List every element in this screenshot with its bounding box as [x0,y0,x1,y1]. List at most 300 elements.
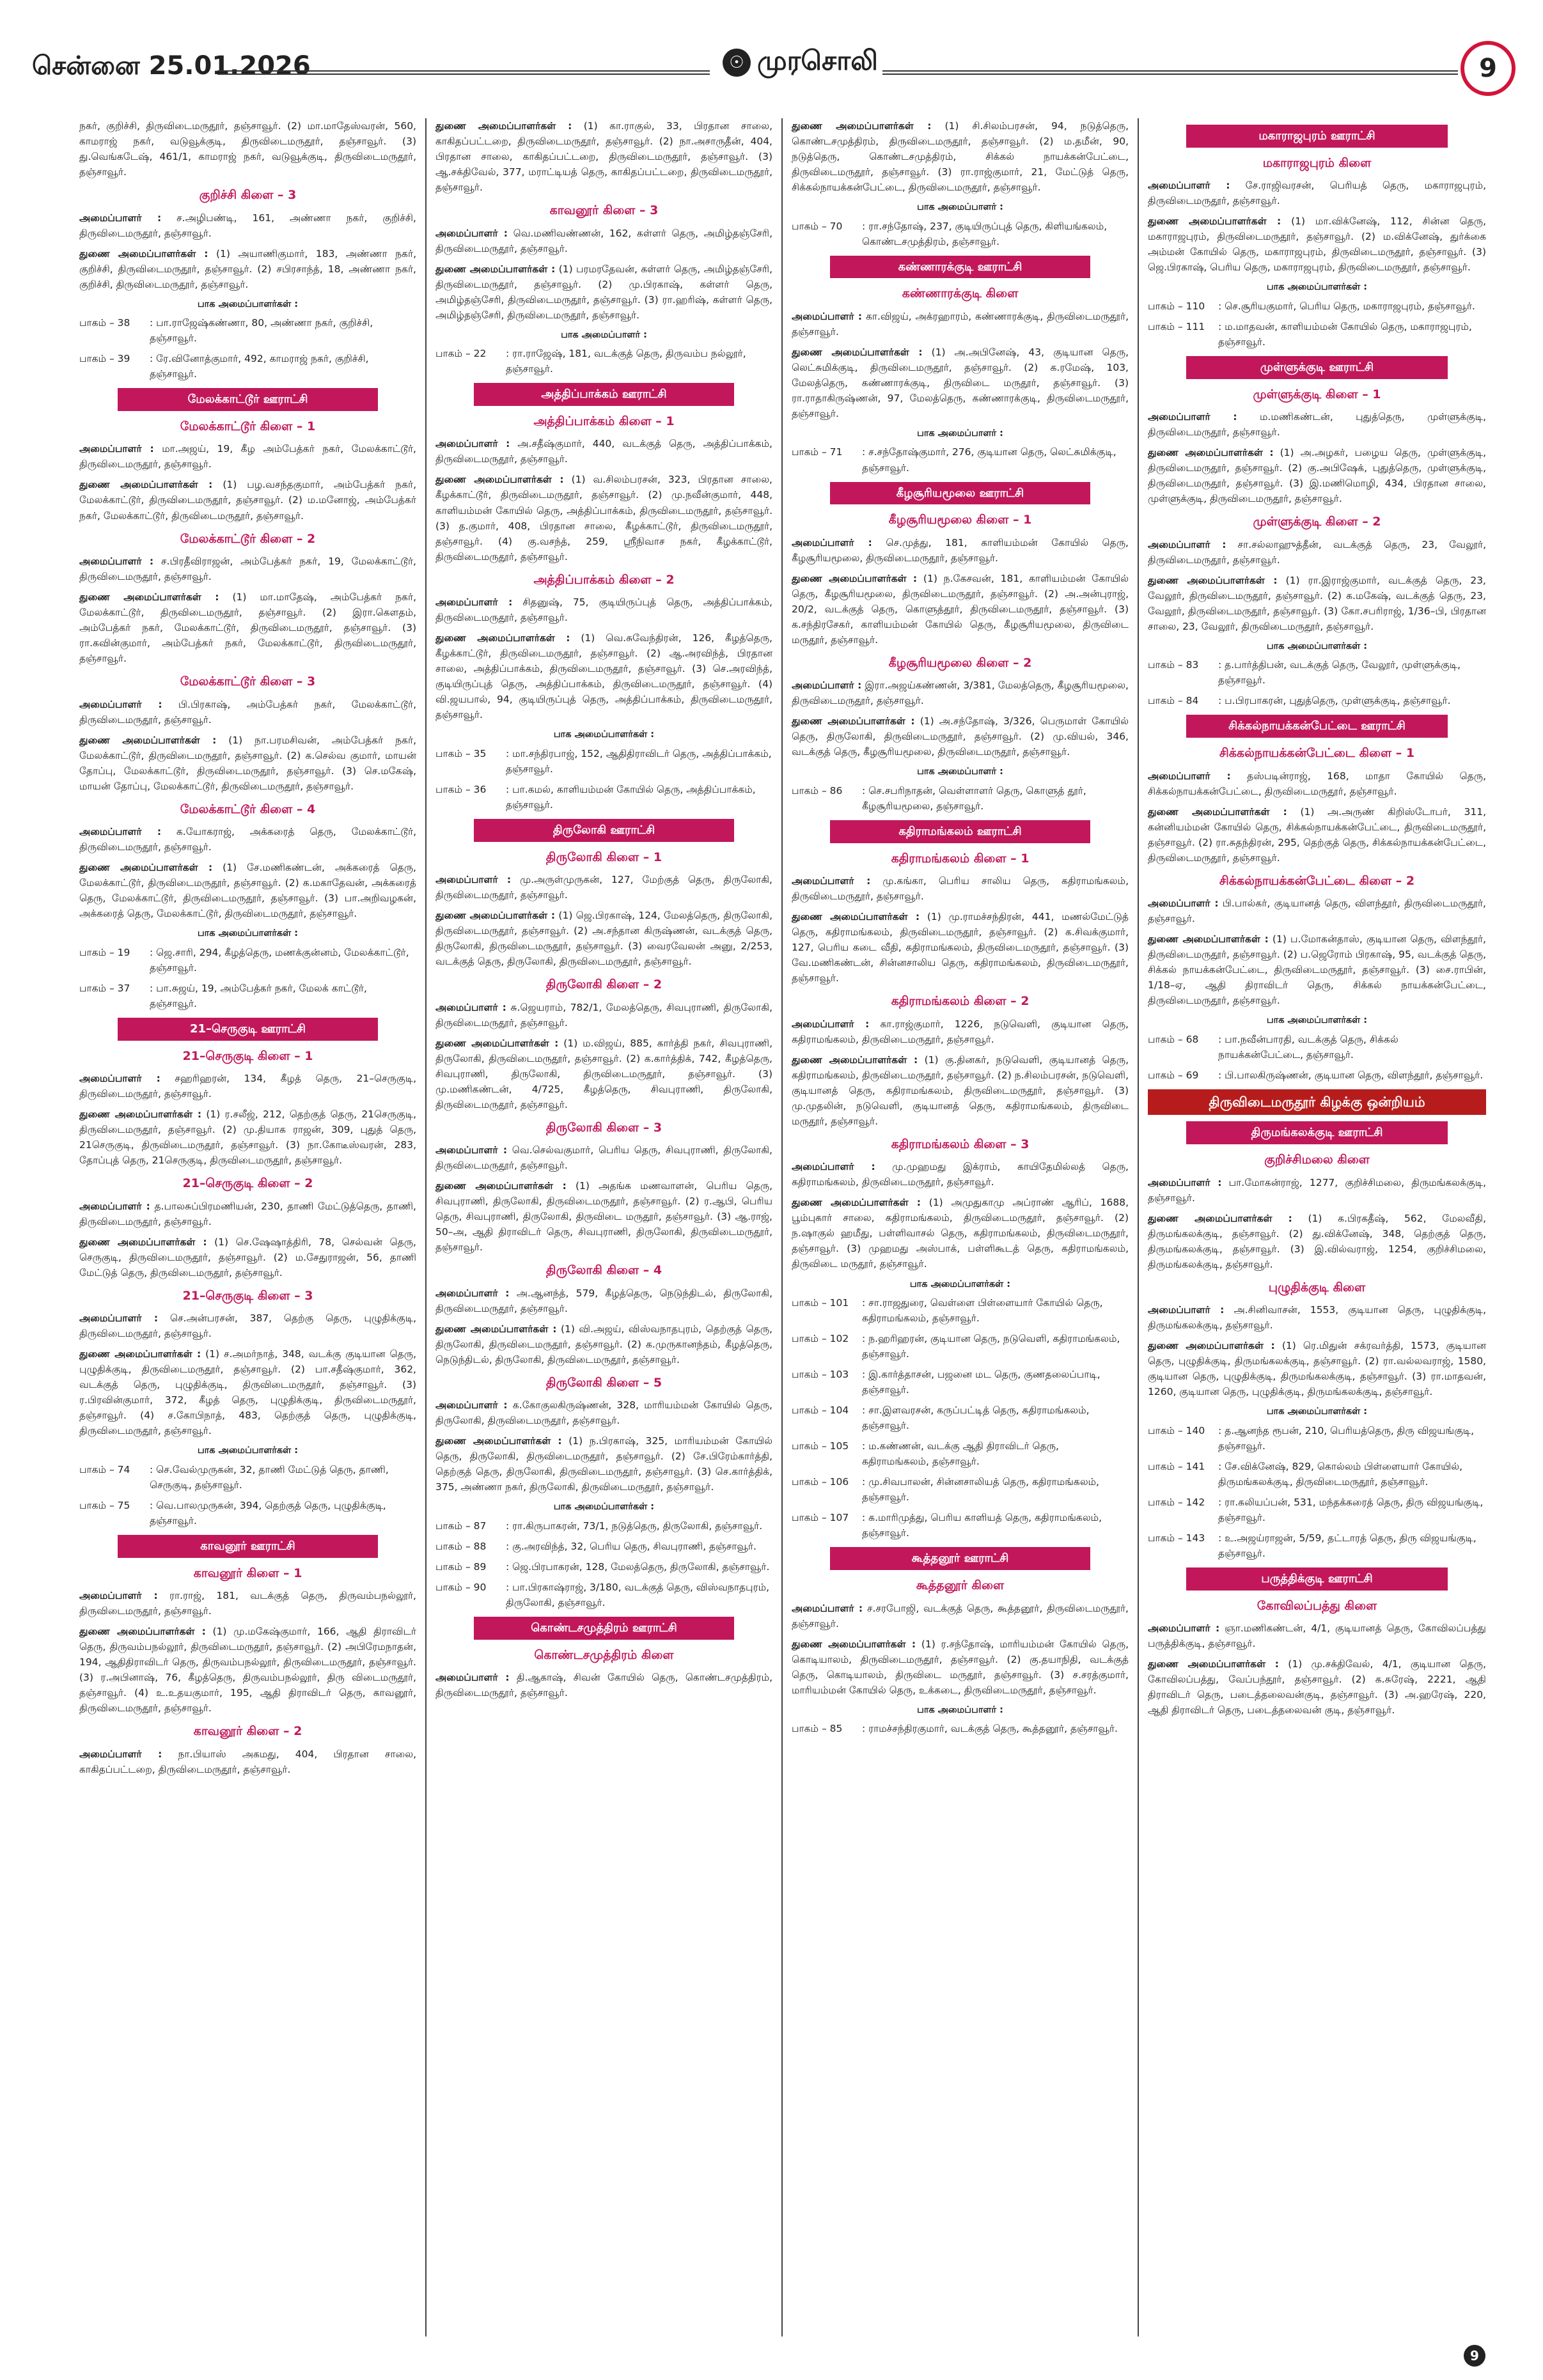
section-label: பாக அமைப்பாளர்கள் : [909,1279,1011,1289]
role-label: துணை அமைப்பாளர்கள் : [435,1180,567,1192]
booth-number: பாகம் – 105 [792,1440,849,1452]
booth-number: பாகம் – 143 [1148,1532,1205,1544]
booth-number: பாகம் – 36 [435,783,487,795]
booth-row [1148,1495,1486,1525]
member-details: சு.ஜெயராம், 782/1, மேலத்தெரு, சிவபுராணி, திருலோகி, திருவிடைமருதூர், தஞ்சாவூர். [435,1001,772,1029]
role-label: அமைப்பாளர் : [1148,1622,1220,1635]
member-entry [1148,931,1486,1008]
branch-heading: 21–செருகுடி கிளை – 1 [182,1048,313,1063]
member-details: (1) அ.சந்தோஷ், 3/326, பெருமாள் கோயில் தெரு, திருலோகி, திருவிடைமருதூர், தஞ்சாவூர். (2) மு.வியல், 346, வடக்குத் தெரு, கீழசூரியமூலை, திருவிடைமருதூர், தஞ்சாவூர். [792,715,1129,758]
branch-heading: மேலக்காட்டூர் கிளை – 2 [180,531,316,546]
member-details: மா.அஜய், 19, கீழ அம்பேத்கர் நகர், மேலக்காட்டூர், திருவிடைமருதூர், தஞ்சாவூர். [79,443,416,471]
role-label: துணை அமைப்பாளர்கள் : [792,1197,921,1209]
ward-banner: கீழசூரியமூலை ஊராட்சி [830,482,1090,505]
masthead [32,45,1516,102]
member-details: சா.சல்லாஹுத்தீன், வடக்குத் தெரு, 23, வேலூர், திருவிடைமருதூர், தஞ்சாவூர். [1148,538,1486,566]
paper-logo [723,45,878,80]
role-label: அமைப்பாளர் : [79,1748,162,1760]
branch-heading: அத்திப்பாக்கம் கிளை – 1 [533,414,675,428]
role-label: அமைப்பாளர் : [792,1602,863,1614]
member-details: க.கோகுலகிருஷ்ணன், 328, மாரியம்மன் கோயில் தெரு, திருலோகி, திருவிடைமருதூர், தஞ்சாவூர். [435,1399,772,1427]
booth-row [792,1510,1129,1541]
member-details: ச.பிரதீவிராஜன், அம்பேத்கர் நகர், 19, மேலக்காட்டூர், திருவிடைமருதூர், தஞ்சாவூர். [79,555,416,582]
member-entry [79,118,416,180]
member-details: (1) கு.தினகர், நடுவெளி, குடியானத் தெரு, கதிராமங்கலம், திருவிடைமருதூர், தஞ்சாவூர். (2) ந.சிலம்பரசன், நடுவெளி, குடியானத் தெரு, கதிராமங்கலம், திருவிடைமருதூர், தஞ்சாவூர். (3) மு.முதலின், நடுவெளி, குடியானத் தெரு, கதிராமங்கலம், திருவிடை மருதூர், தஞ்சாவூர். [792,1054,1129,1127]
member-entry [1148,214,1486,275]
member-details: வெ.மணிவண்ணன், 162, கள்ளர் தெரு, அமிழ்தஞ்சேரி, திருவிடைமருதூர், தஞ்சாவூர். [435,227,772,254]
masthead-rule-right [882,70,1458,75]
role-label: துணை அமைப்பாளர்கள் : [435,1435,562,1447]
member-entry [79,1199,416,1229]
member-entry [1148,1211,1486,1272]
member-entry [792,345,1129,421]
member-entry [1148,537,1486,568]
branch-heading: கோவிலப்பத்து கிளை [1257,1598,1377,1613]
booth-row [79,315,416,346]
member-details: (1) கா.ராகுல், 33, பிரதான சாலை, காகிதப்பட்டறை, திருவிடைமருதூர், தஞ்சாவூர். (2) நா.அசாருதீன், 404, பிரதான சாலை, காகிதப்பட்டறை, திருவிடைமருதூர், தஞ்சாவூர். (3) ஆ.சக்திவேல், 377, மராட்டியத் தெரு, காகிதப்பட்டறை, திருவிடைமருதூர், தஞ்சாவூர். [435,120,773,194]
section-label: பாக அமைப்பாளர்கள் : [1266,641,1368,651]
booth-details: : ரே.வினோத்குமார், 492, காமராஜ் நகர், குறிச்சி, தஞ்சாவூர். [150,353,369,380]
booth-number: பாகம் – 141 [1148,1460,1205,1472]
booth-row [792,1721,1129,1736]
member-details: பா.மோகன்ராஜ், 1277, குறிச்சிமலை, திருமங்கலக்குடி, தஞ்சாவூர். [1148,1176,1486,1204]
member-entry [79,246,416,292]
column-2 [427,118,783,2337]
role-label: அமைப்பாளர் : [1148,898,1219,910]
member-details: (1) ர.சந்தோஷ், மாரியம்மன் கோயில் தெரு, கொடியாலம், திருவிடைமருதூர், தஞ்சாவூர். (2) கு.தயாநிதி, வடக்குத் தெரு, கொடியாலம், திருவிடை மருதூர், தஞ்சாவூர். (3) ச.சரத்குமார், மாரியம்மன் கோயில் தெரு, உக்கடை, திருவிடைமருதூர், தஞ்சாவூர். [792,1638,1129,1696]
member-entry [435,1433,772,1495]
branch-heading: கொண்டசமுத்திரம் கிளை [534,1647,674,1662]
role-label: துணை அமைப்பாளர்கள் : [79,591,219,603]
branch-heading: கதிராமங்கலம் கிளை – 3 [891,1137,1030,1151]
branch-heading: சிக்கல்நாயக்கன்பேட்டை கிளை – 2 [1219,873,1415,888]
branch-heading: மேலக்காட்டூர் கிளை – 1 [180,419,316,433]
member-entry [1148,768,1486,799]
member-entry [435,1321,772,1367]
role-label: துணை அமைப்பாளர்கள் : [792,715,915,727]
booth-row [792,783,1129,814]
branch-heading: புழுதிக்குடி கிளை [1268,1280,1366,1295]
role-label: அமைப்பாளர் : [79,555,154,567]
branch-heading: கண்ணாரக்குடி கிளை [902,286,1019,301]
ward-banner: மேலக்காட்டூர் ஊராட்சி [118,388,378,411]
role-label: துணை அமைப்பாளர்கள் : [435,120,572,132]
member-entry [435,630,772,722]
section-label: பாக அமைப்பாளர்கள் : [1266,282,1368,293]
role-label: அமைப்பாளர் : [792,680,862,692]
member-details: நகர், குறிச்சி, திருவிடைமருதூர், தஞ்சாவூர். (2) மா.மாதேஸ்வரன், 560, காமராஜ் நகர், வடுவூக்குடி, திருவிடைமருதூர், தஞ்சாவூர். (3) து.வெங்கடேஷ், 461/1, காமராஜ் நகர், வடுவூக்குடி, திருவிடைமருதூர், தஞ்சாவூர். [79,120,416,178]
booth-details: : ராமச்சந்திரகுமார், வடக்குத் தெரு, கூத்தனூர், தஞ்சாவூர். [862,1723,1118,1735]
member-details: (1) ந.கேசவன், 181, காளியம்மன் கோயில் தெரு, கீழசூரியமூலை, திருவிடைமருதூர், தஞ்சாவூர். (2) அ.அன்புராஜ், 20/2, வடக்குத் தெரு, கொளுத்தூர், திருவிடைமருதூர், தஞ்சாவூர். (3) க.சந்திரசேகர், காளியம்மன் கோயில் தெரு, கீழசூரியமூலை, திருவிடை மருதூர், தஞ்சாவூர். [792,572,1129,646]
role-label: அமைப்பாளர் : [1148,1304,1225,1316]
role-label: அமைப்பாளர் : [79,1072,161,1084]
role-label: துணை அமைப்பாளர்கள் : [1148,574,1278,586]
booth-row [792,1367,1129,1397]
booth-details: : ந.ஹரிஹரன், குடியான தெரு, நடுவெளி, கதிராமங்கலம், தஞ்சாவூர். [862,1333,1120,1360]
member-entry [79,1746,416,1777]
member-entry [435,1178,772,1255]
member-entry [79,1624,416,1716]
member-details: தி.ஆகாஷ், சிவன் கோயில் தெரு, கொண்டசமுத்திரம், திருவிடைமருதூர், தஞ்சாவூர். [435,1672,772,1699]
role-label: அமைப்பாளர் : [792,1018,870,1030]
booth-number: பாகம் – 101 [792,1296,849,1309]
member-entry [792,535,1129,566]
member-entry [435,472,772,564]
member-details: வெ.செல்வகுமார், பெரிய தெரு, சிவபுராணி, திருலோகி, திருவிடைமருதூர், தஞ்சாவூர். [435,1144,772,1172]
section-label: பாக அமைப்பாளர்கள் : [1266,1406,1368,1417]
member-details: (1) அமுதுகாமு அப்ராண் ஆரிப், 1688, பூம்புகார் சாலை, கதிராமங்கலம், திருவிடைமருதூர், தஞ்சாவூர். (2) ந.ஷாகுல் ஹமீது, பள்ளிவாசல் தெரு, கதிராமங்கலம், திருவிடைமருதூர், தஞ்சாவூர். (3) முஹமது அஸ்பாக், பள்ளிகூடத் தெரு, கதிராமங்கலம், திருவிடை மருதூர், தஞ்சாவூர். [792,1197,1129,1270]
branch-heading: முள்ளுக்குடி கிளை – 2 [1253,515,1381,529]
member-entry [435,1286,772,1316]
member-details: (1) மா.மாதேஷ், அம்பேத்கர் நகர், மேலக்காட்டூர், திருவிடைமருதூர், தஞ்சாவூர். (2) இரா.கௌதம், அம்பேத்கர் நகர், மேலக்காட்டூர், திருவிடைமருதூர், தஞ்சாவூர். (3) ரா.கவின்குமார், அம்பேத்கர் நகர், மேலக்காட்டூர், திருவிடைமருதூர், தஞ்சாவூர். [79,591,416,665]
member-details: (1) அ.அருண் கிறிஸ்டோபர், 311, கன்னியம்மன் கோயில் தெரு, சிக்கல்நாயக்கன்பேட்டை, திருவிடைமருதூர், தஞ்சாவூர். (2) ரா.சுதந்திரன், 295, தெற்குத் தெரு, சிக்கல்நாயக்கன்பேட்டை, திருவிடைமருதூர், தஞ்சாவூர். [1148,805,1486,864]
footer-page-number: 9 [1464,2345,1485,2367]
member-entry [1148,1302,1486,1333]
branch-heading: மகாராஜபுரம் கிளை [1262,155,1372,170]
booth-details: : ரா.சந்தோஷ், 237, குடியிருப்புத் தெரு, கிளியங்கலம், கொண்டசமுத்திரம், தஞ்சாவூர். [862,220,1108,247]
member-entry [792,309,1129,339]
section-label: பாக அமைப்பாளர் : [917,428,1003,439]
booth-row [79,1462,416,1493]
member-details: செ.அன்பரசன், 387, தெற்கு தெரு, புழுதிக்குடி, திருவிடைமருதூர், தஞ்சாவூர். [79,1312,416,1340]
role-label: அமைப்பாளர் : [1148,180,1230,192]
member-entry [1148,896,1486,926]
role-label: அமைப்பாளர் : [1148,411,1237,423]
booth-details: : ஜெ.சாரி, 294, கீழத்தெரு, மணக்குன்னம், மேலக்காட்டூர், தஞ்சாவூர். [150,946,409,974]
role-label: அமைப்பாளர் : [792,875,871,887]
member-entry [435,1000,772,1031]
member-entry [79,554,416,584]
booth-number: பாகம் – 111 [1148,320,1205,332]
member-details: (1) செ.ஷேஷாத்திரி, 78, செல்வன் தெரு, செருகுடி, திருவிடைமருதூர், தஞ்சாவூர். (2) ம.சேதுராஜன், 56, தாணி மேட்டுத் தெரு, திருவிடைமருதூர், தஞ்சாவூர். [79,1236,416,1279]
member-entry [792,1601,1129,1631]
ward-banner: அத்திப்பாக்கம் ஊராட்சி [474,383,734,406]
role-label: துணை அமைப்பாளர்கள் : [1148,933,1269,945]
member-details: (1) அதங்க மணவாளன், பெரிய தெரு, சிவபுராணி, திருலோகி, திருவிடைமருதூர், தஞ்சாவூர். (2) ர.ஆபி, பெரிய தெரு, சிவபுராணி, திருலோகி, திருவிடை மருதூர், தஞ்சாவூர். (3) ஆ.ராஜ், 50–அ, ஆதி திராவிடர் தெரு, சிவபுராணி, திருலோகி, திருவிடைமருதூர், தஞ்சாவூர். [435,1180,773,1254]
booth-row [79,981,416,1011]
booth-number: பாகம் – 75 [79,1499,130,1511]
member-entry [1148,178,1486,208]
booth-number: பாகம் – 84 [1148,695,1199,707]
member-entry [435,436,772,467]
member-details: த.பாலசுப்பிரமணியன், 230, தாணி மேட்டுத்தெரு, தாணி, திருவிடைமருதூர், தஞ்சாவூர். [79,1200,416,1227]
booth-details: : வெ.பாலமுருகன், 394, தெற்குத் தெரு, புழுதிக்குடி, தஞ்சாவூர். [150,1499,386,1527]
booth-details: : பா.ராஜேஷ்கண்ணா, 80, அண்ணா நகர், குறிச்சி, தஞ்சாவூர். [150,317,373,345]
member-entry [792,909,1129,986]
booth-number: பாகம் – 38 [79,317,130,329]
branch-heading: சிக்கல்நாயக்கன்பேட்டை கிளை – 1 [1219,746,1415,761]
booth-row [792,1331,1129,1362]
booth-details: : ச.சந்தோஷ்குமார், 276, குடியான தெரு, லெட்சுமிக்குடி, தஞ்சாவூர். [862,446,1116,474]
member-entry [435,118,772,195]
booth-number: பாகம் – 69 [1148,1069,1199,1081]
booth-number: பாகம் – 110 [1148,300,1205,312]
booth-number: பாகம் – 68 [1148,1033,1199,1045]
role-label: துணை அமைப்பாளர்கள் : [1148,1340,1275,1352]
role-label: துணை அமைப்பாளர்கள் : [435,1323,557,1335]
booth-number: பாகம் – 140 [1148,1424,1205,1436]
member-details: (1) வ.சிலம்பரசன், 323, பிரதான சாலை, கீழக்காட்டூர், திருவிடைமருதூர், தஞ்சாவூர். (2) மு.நவீன்குமார், 448, காளியம்மன் கோயில் தெரு, அத்திப்பாக்கம், திருவிடைமருதூர், தஞ்சாவூர். (3) த.குமார், 408, பிரதான சாலை, கீழக்காட்டூர், திருவிடைமருதூர், தஞ்சாவூர். (4) கு.வசந்த், 259, ஸ்ரீநிவாச நகர், கீழக்காட்டூர், திருவிடைமருதூர், தஞ்சாவூர். [435,474,772,563]
member-details: (1) பரமரதேவன், கள்ளர் தெரு, அமிழ்தஞ்சேரி, திருவிடைமருதூர், தஞ்சாவூர். (2) மு.பிரகாஷ், கள்ளர் தெரு, அமிழ்தஞ்சேரி, திருவிடைமருதூர், தஞ்சாவூர். (3) ரா.ஹரிஷ், கள்ளர் தெரு, அமிழ்தஞ்சேரி, திருவிடைமருதூர், தஞ்சாவூர். [435,263,772,321]
role-label: அமைப்பாளர் : [79,1590,158,1602]
branch-heading: திருலோகி கிளை – 4 [545,1263,662,1278]
booth-row [1148,1423,1486,1454]
branch-heading: 21–செருகுடி கிளை – 3 [182,1288,313,1303]
member-entry [79,1234,416,1280]
branch-heading: காவனூர் கிளை – 2 [193,1724,302,1739]
member-details: (1) மு.மகேஷ்குமார், 166, ஆதி திராவிடர் தெரு, திருவம்பநல்லூர், திருவிடைமருதூர், தஞ்சாவூர். (2) அபிரேமநாதன், 194, ஆதிதிராவிடர் தெரு, திருவம்பநல்லூர், திருவிடைமருதூர், தஞ்சாவூர். (3) ர.அபினாஷ், 76, கீழத்தெரு, திருவம்பநல்லூர், திரு விடைமருதூர், தஞ்சாவூர். (4) உ.உதயகுமார், 195, ஆதி திராவிடர் தெரு, காவனூர், திருவிடைமருதூர், தஞ்சாவூர். [79,1626,416,1715]
member-details: மு.அருள்முருகன், 127, மேற்குத் தெரு, திருலோகி, திருவிடைமருதூர், தஞ்சாவூர். [435,873,772,901]
role-label: துணை அமைப்பாளர்கள் : [79,862,213,874]
booth-number: பாகம் – 86 [792,784,843,797]
member-entry [79,1071,416,1101]
booth-number: பாகம் – 106 [792,1476,849,1488]
member-entry [79,733,416,794]
booth-row [435,1518,772,1534]
member-details: அ.சதீஷ்குமார், 440, வடக்குத் தெரு, அத்திப்பாக்கம், திருவிடைமருதூர், தஞ்சாவூர். [435,438,772,465]
member-entry [792,713,1129,759]
booth-details: : செ.சூரியகுமார், பெரிய தெரு, மகாராஜபுரம், தஞ்சாவூர். [1218,300,1475,312]
member-entry [435,872,772,903]
member-entry [1148,1621,1486,1651]
page-number-badge: 9 [1461,41,1516,96]
member-details: கா.விஜய், அக்ரஹாரம், கண்ணாரக்குடி, திருவிடைமருதூர், தஞ்சாவூர். [792,310,1129,338]
ward-banner: திருமங்கலக்குடி ஊராட்சி [1186,1121,1448,1144]
role-label: துணை அமைப்பாளர்கள் : [435,632,570,644]
member-entry [792,678,1129,708]
booth-number: பாகம் – 39 [79,353,130,365]
booth-row [435,746,772,777]
branch-heading: காவனூர் கிளை – 3 [549,203,659,218]
role-label: துணை அமைப்பாளர்கள் : [792,1054,918,1066]
member-details: கா.ராஜ்குமார், 1226, நடுவெளி, குடியான தெரு, கதிராமங்கலம், திருவிடைமருதூர், தஞ்சாவூர். [792,1018,1129,1045]
article-columns [70,118,1496,2337]
member-details: தஸ்படின்ராஜ், 168, மாதா கோயில் தெரு, சிக்கல்நாயக்கன்பேட்டை, திருவிடைமருதூர், தஞ்சாவூர். [1148,770,1486,797]
role-label: துணை அமைப்பாளர்கள் : [792,911,920,923]
member-details: (1) பழ.வசந்தகுமார், அம்பேத்கர் நகர், மேலக்காட்டூர், திருவிடைமருதூர், தஞ்சாவூர். (2) ம.மனோஜ், அம்பேத்கர் நகர், மேலக்காட்டூர், திருவிடைமருதூர், தஞ்சாவூர். [79,479,417,522]
branch-heading: அத்திப்பாக்கம் கிளை – 2 [533,572,675,587]
booth-number: பாகம் – 74 [79,1463,130,1475]
branch-heading: கதிராமங்கலம் கிளை – 1 [891,851,1030,866]
column-3 [783,118,1139,2337]
column-1 [70,118,427,2337]
ward-banner: திருலோகி ஊராட்சி [474,819,734,842]
member-details: (1) வெ.சுவேந்திரன், 126, கீழத்தெரு, கீழக்காட்டூர், திருவிடைமருதூர், தஞ்சாவூர். (2) ஆ.அரவிந்த், பிரதான சாலை, அத்திப்பாக்கம், திருவிடைமருதூர், தஞ்சாவூர். (3) செ.அரவிந்த், குடியிருப்புத் தெரு, அத்திப்பாக்கம், திருவிடைமருதூர், தஞ்சாவூர். (4) வி.ஜயபால், 94, குடியிருப்புத் தெரு, அத்திப்பாக்கம், திருவிடைமருதூர், தஞ்சாவூர். [435,632,772,721]
booth-details: : சே.விக்னேஷ், 829, கொல்லம் பிள்ளையார் கோயில், திருமங்கலக்குடி, திருவிடைமருதூர், தஞ்சாவூர். [1218,1460,1463,1488]
branch-heading: கூத்தனூர் கிளை [916,1578,1005,1593]
branch-heading: 21–செருகுடி கிளை – 2 [182,1176,313,1191]
role-label: அமைப்பாளர் : [435,1399,508,1412]
role-label: துணை அமைப்பாளர்கள் : [435,263,556,275]
role-label: துணை அமைப்பாளர்கள் : [79,1348,201,1360]
booth-details: : மா.சந்திரபாஜ், 152, ஆதிதிராவிடர் தெரு, அத்திப்பாக்கம், தஞ்சாவூர். [506,747,772,775]
booth-row [1148,299,1486,314]
branch-heading: குறிச்சிமலை கிளை [1264,1153,1370,1167]
member-entry [435,1397,772,1428]
member-details: (1) ச.அமர்நாத், 348, வடக்கு குடியான தெரு, புழுதிக்குடி, திருவிடைமருதூர், தஞ்சாவூர். (2) பா.சதீஷ்குமார், 362, வடக்குத் தெரு, புழுதிக்குடி, திருவிடைமருதூர், தஞ்சாவூர். (3) ர.பிரவின்குமார், 372, கீழத் தெரு, புழுதிக்குடி, திருவிடைமருதூர், தஞ்சாவூர். (4) ச.கோபிநாத், 483, தெற்குத் தெரு, புழுதிக்குடி, திருவிடைமருதூர், தஞ்சாவூர். [79,1348,416,1437]
member-entry [435,595,772,625]
member-details: (1) ந.பிரகாஷ், 325, மாரியம்மன் கோயில் தெரு, திருலோகி, திருவிடைமருதூர், தஞ்சாவூர். (2) சே.பிரேம்கார்த்தி, தெற்குத் தெரு, திருலோகி, திருவிடைமருதூர், தஞ்சாவூர். (3) செ.கார்த்திக், 375, அண்ணா நகர், திருலோகி, திருவிடைமருதூர், தஞ்சாவூர். [435,1435,773,1493]
member-details: (1) மு.சக்திவேல், 4/1, குடியான தெரு, கோவிலப்பத்து, வேப்பந்தூர், தஞ்சாவூர். (2) க.சுரேஷ், 2221, ஆதி திராவிடர் தெரு, படைத்தலைவன்குடி, தஞ்சாவூர். (3) அ.ஹரேஷ், 220, ஆதி திராவிடர் தெரு, படைத்தலைவன் குடி, தஞ்சாவூர். [1148,1658,1486,1716]
booth-number: பாகம் – 104 [792,1404,849,1417]
role-label: துணை அமைப்பாளர்கள் : [435,474,564,486]
branch-heading: முள்ளுக்குடி கிளை – 1 [1253,387,1381,401]
booth-details: : ப.பிரபாகரன், புதுத்தெரு, முள்ளுக்குடி, தஞ்சாவூர். [1218,695,1451,707]
member-entry [1148,409,1486,440]
booth-row [792,1438,1129,1469]
branch-heading: கீழசூரியமூலை கிளை – 2 [888,655,1032,670]
booth-row [435,1580,772,1610]
union-banner: திருவிடைமருதூர் கிழக்கு ஒன்றியம் [1148,1089,1486,1116]
branch-heading: திருலோகி கிளை – 3 [545,1120,662,1135]
role-label: அமைப்பாளர் : [1148,1176,1222,1188]
section-label: பாக அமைப்பாளர்கள் : [197,299,299,309]
member-entry [792,1159,1129,1190]
section-label: பாக அமைப்பாளர் : [917,1704,1003,1715]
member-details: நா.பியாஸ் அகமது, 404, பிரதான சாலை, காகிதப்பட்டறை, திருவிடைமருதூர், தஞ்சாவூர். [79,1748,416,1775]
role-label: துணை அமைப்பாளர்கள் : [1148,215,1281,228]
member-details: (1) மு.ராமச்சந்திரன், 441, மணல்மேட்டுத் தெரு, கதிராமங்கலம், திருவிடைமருதூர், தஞ்சாவூர். (2) க.சிவக்குமார், 127, பெரிய கடை வீதி, கதிராமங்கலம், திருவிடைமருதூர், தஞ்சாவூர். (3) வே.மணிகண்டன், சின்னசாலிய தெரு, கதிராமங்கலம், திருவிடைமருதூர், தஞ்சாவூர். [792,911,1129,984]
section-label: பாக அமைப்பாளர்கள் : [553,729,655,740]
ward-banner: கூத்தனூர் ஊராட்சி [830,1547,1090,1570]
role-label: துணை அமைப்பாளர்கள் : [792,120,932,132]
booth-details: : த.ஆனந்த ரூபன், 210, பெரியத்தெரு, திரு விஜயங்குடி, தஞ்சாவூர். [1218,1424,1475,1452]
member-details: ம.மணிகண்டன், புதுத்தெரு, முள்ளுக்குடி, திருவிடைமருதூர், தஞ்சாவூர். [1148,411,1486,439]
booth-details: : ஜெ.பிரபாகரன், 128, மேலத்தெரு, திருலோகி, தஞ்சாவூர். [506,1560,770,1573]
role-label: அமைப்பாளர் : [79,1312,159,1325]
booth-row [1148,657,1486,688]
booth-row [79,945,416,976]
paper-name: முரசொலி [757,45,878,76]
booth-number: பாகம் – 87 [435,1520,487,1532]
emblem-icon: ☉ [723,49,751,77]
role-label: அமைப்பாளர் : [435,1287,510,1299]
booth-row [1148,319,1486,350]
branch-heading: கதிராமங்கலம் கிளை – 2 [891,994,1030,1009]
ward-banner: மகாராஜபுரம் ஊராட்சி [1186,125,1448,148]
member-details: (1) ஜெ.பிரகாஷ், 124, மேலத்தெரு, திருலோகி, திருவிடைமருதூர், தஞ்சாவூர். (2) அ.சந்தான கிருஷ்ணன், வடக்குத் தெரு, திருலோகி, திருவிடைமருதூர், தஞ்சாவூர். (3) வைரவேலன் அனு, 2/253, வடக்குத் தெரு, திருலோகி, திருவிடைமருதூர், தஞ்சாவூர். [435,910,773,968]
ward-banner: பருத்திக்குடி ஊராட்சி [1186,1567,1448,1591]
member-entry [79,824,416,855]
booth-number: பாகம் – 71 [792,446,843,458]
section-label: பாக அமைப்பாளர்கள் : [553,1502,655,1513]
booth-row [79,1498,416,1528]
member-entry [792,1052,1129,1129]
branch-heading: திருலோகி கிளை – 2 [545,977,662,992]
role-label: துணை அமைப்பாளர்கள் : [792,346,923,358]
member-entry [435,261,772,323]
booth-number: பாகம் – 90 [435,1581,487,1593]
member-entry [79,1107,416,1168]
masthead-rule-left [217,70,710,75]
member-details: (1) அ.அழகர், பழைய தெரு, முள்ளுக்குடி, திருவிடைமருதூர், தஞ்சாவூர். (2) கு.அபிஷேக், புதுத்தெரு, முள்ளுக்குடி, திருவிடைமருதூர், தஞ்சாவூர். (3) இ.மணிமொழி, 434, பிரதான சாலை, முள்ளுக்குடி, திருவிடைமருதூர், தஞ்சாவூர். [1148,447,1486,505]
booth-row [79,351,416,382]
member-details: ஞா.மணிகண்டன், 4/1, குடியானத் தெரு, கோவிலப்பத்து பருத்திக்குடி, தஞ்சாவூர். [1148,1622,1486,1650]
booth-number: பாகம் – 35 [435,747,487,759]
member-entry [79,1311,416,1341]
member-entry [79,210,416,241]
branch-heading: காவனூர் கிளை – 1 [193,1566,302,1580]
member-entry [792,873,1129,904]
member-entry [792,571,1129,648]
issue-date: சென்னை 25.01.2026 [32,51,311,81]
booth-row [435,346,772,377]
member-entry [435,908,772,969]
role-label: அமைப்பாளர் : [792,536,872,548]
role-label: அமைப்பாளர் : [435,438,510,450]
member-entry [435,1036,772,1112]
role-label: அமைப்பாளர் : [435,596,513,608]
ward-banner: கதிராமங்கலம் ஊராட்சி [830,820,1090,843]
branch-heading: மேலக்காட்டூர் கிளை – 4 [180,802,316,816]
role-label: அமைப்பாளர் : [79,212,162,224]
section-label: பாக அமைப்பாளர்கள் : [1266,1015,1368,1026]
booth-row [1148,1068,1486,1083]
booth-details: : பா.கமல், காளியம்மன் கோயில் தெரு, அத்திப்பாக்கம், தஞ்சாவூர். [506,783,756,811]
member-details: (1) ம.விஜய், 885, கார்த்தி நகர், சிவபுராணி, திருலோகி, திருவிடைமருதூர், தஞ்சாவூர். (2) க.கார்த்திக், 742, கீழத்தெரு, சிவபுராணி, திருலோகி, திருவிடைமருதூர், தஞ்சாவூர். (3) மு.மணிகண்டன், 4/725, கீழத்தெரு, சிவபுராணி, திருலோகி, திருவிடைமருதூர், தஞ்சாவூர். [435,1037,772,1110]
booth-row [792,1403,1129,1433]
role-label: துணை அமைப்பாளர்கள் : [79,479,213,491]
booth-details: : ம.கண்ணன், வடக்கு ஆதி திராவிடர் தெரு, கதிராமங்கலம், தஞ்சாவூர். [862,1440,1059,1468]
member-details: (1) ர.சலீஜ், 212, தெற்குத் தெரு, 21செருகுடி, திருவிடைமருதூர், தஞ்சாவூர். (2) மு.தியாக ராஜன், 309, புதுத் தெரு, 21செருகுடி, திருவிடைமருதூர், தஞ்சாவூர். (3) நா.கோடீஸ்வரன், 283, தோப்புத் தெரு, 21செருகுடி, திருவிடைமருதூர், தஞ்சாவூர். [79,1108,416,1167]
member-details: பி.பால்கர், குடியானத் தெரு, விளந்தூர், திருவிடைமருதூர், தஞ்சாவூர். [1148,898,1486,925]
member-details: (1) வி.அஜய், விஸ்வநாதபுரம், தெற்குத் தெரு, திருலோகி, திருவிடைமருதூர், தஞ்சாவூர். (2) க.முருகானந்தம், கீழத்தெரு, நெடுந்திடல், திருலோகி, திருவிடைமருதூர், தஞ்சாவூர். [435,1323,772,1365]
branch-heading: கீழசூரியமூலை கிளை – 1 [888,513,1032,527]
role-label: துணை அமைப்பாளர்கள் : [792,572,918,584]
role-label: துணை அமைப்பாளர்கள் : [1148,805,1287,818]
role-label: துணை அமைப்பாளர்கள் : [435,1037,559,1049]
role-label: துணை அமைப்பாளர்கள் : [435,910,556,922]
booth-details: : ரா.ராஜேஷ், 181, வடக்குத் தெரு, திருவம்ப நல்லூர், தஞ்சாவூர். [506,348,746,375]
member-details: (1) சி.சிலம்பரசன், 94, நடுத்தெரு, கொண்டசமுத்திரம், திருவிடைமருதூர், தஞ்சாவூர். (2) ம.தமீன், 90, நடுத்தெரு, கொண்டசமுத்திரம், சிக்கல் நாயக்கன்பேட்டை, திருவிடைமருதூர், தஞ்சாவூர். (3) ரா.ராஜ்குமார், 21, மேட்டுத் தெரு, சிக்கல்நாயக்கன்பேட்டை, திருவிடைமருதூர், தஞ்சாவூர். [792,120,1129,194]
booth-row [435,1539,772,1554]
role-label: அமைப்பாளர் : [79,443,154,455]
member-details: க.யோகராஜ், அக்கரைத் தெரு, மேலக்காட்டூர், திருவிடைமருதூர், தஞ்சாவூர். [79,826,416,853]
member-entry [792,1195,1129,1272]
member-entry [435,1670,772,1700]
booth-details: : பா.பிரகாஷ்ராஜ், 3/180, வடக்குத் தெரு, விஸ்வநாதபுரம், திருலோகி, தஞ்சாவூர். [506,1581,769,1608]
ward-banner: முள்ளுக்குடி ஊராட்சி [1186,356,1448,379]
member-details: (1) மா.விக்னேஷ், 112, சின்ன தெரு, மகாராஜபுரம், திருவிடைமருதூர், தஞ்சாவூர். (2) ம.விக்னேஷ், துர்க்கை அம்மன் கோயில் தெரு, மகாராஜபுரம், திருவிடைமருதூர், தஞ்சாவூர். (3) ஜெ.பிரகாஷ், பெரிய தெரு, மகாராஜபுரம், திருவிடைமருதூர், தஞ்சாவூர். [1148,215,1487,274]
booth-details: : பா.சுஜய், 19, அம்பேத்கர் நகர், மேலக் காட்டூர், தஞ்சாவூர். [150,982,367,1009]
branch-heading: மேலக்காட்டூர் கிளை – 3 [180,674,316,689]
role-label: அமைப்பாளர் : [79,698,162,710]
member-details: சஹரிஹரன், 134, கீழத் தெரு, 21–செருகுடி, திருவிடைமருதூர், தஞ்சாவூர். [79,1072,416,1100]
ward-banner: கண்ணாரக்குடி ஊராட்சி [830,256,1090,279]
section-label: பாக அமைப்பாளர் : [917,766,1003,777]
member-details: (1) ரெ.மிதுன் சக்ரவர்த்தி, 1573, குடியான தெரு, புழுதிக்குடி, திருமங்கலக்குடி, தஞ்சாவூர். (2) ரா.வல்லவராஜ், 1580, குடியான தெரு, புழுதிக்குடி, திருமங்கலக்குடி, தஞ்சாவூர். (3) ரா.மாதவன், 1260, குடியான தெரு, புழுதிக்குடி, திருமங்கலக்குடி, தஞ்சாவூர். [1148,1340,1486,1398]
booth-details: : இ.கார்த்தாசன், பஜனை மட தெரு, குணதலைப்பாடி, தஞ்சாவூர். [862,1369,1100,1396]
role-label: துணை அமைப்பாளர்கள் : [79,1108,202,1121]
member-entry [1148,445,1486,506]
branch-heading: குறிச்சி கிளை – 3 [199,188,297,203]
member-details: (1) அயாணிகுமார், 183, அண்ணா நகர், குறிச்சி, திருவிடைமருதூர், தஞ்சாவூர். (2) சபிரசாந்த், 18, அண்ணா நகர், குறிச்சி, திருவிடைமருதூர், தஞ்சாவூர். [79,247,416,290]
member-details: ரா.ராஜ், 181, வடக்குத் தெரு, திருவம்பநல்லூர், திருவிடைமருதூர், தஞ்சாவூர். [79,1590,416,1617]
member-details: சிதனுஷ், 75, குடியிருப்புத் தெரு, அத்திப்பாக்கம், திருவிடைமருதூர், தஞ்சாவூர். [435,596,772,624]
role-label: துணை அமைப்பாளர்கள் : [1148,447,1274,459]
member-entry [792,1637,1129,1698]
booth-row [1148,1530,1486,1561]
member-details: மு.முஹமது இக்ராம், காயிதேமில்லத் தெரு, கதிராமங்கலம், திருவிடைமருதூர், தஞ்சாவூர். [792,1161,1129,1188]
member-details: அ.ஆனந்த், 579, கீழத்தெரு, நெடுந்திடல், திருலோகி, திருவிடைமருதூர், தஞ்சாவூர். [435,1287,772,1314]
booth-details: : சா.ராஜதுரை, வெள்ளை பிள்ளையார் கோயில் தெரு, கதிராமங்கலம், தஞ்சாவூர். [862,1296,1103,1324]
booth-details: : பா.நவீன்பாரதி, வடக்குத் தெரு, சிக்கல் நாயக்கன்பேட்டை, தஞ்சாவூர். [1218,1033,1398,1061]
member-details: செ.முத்து, 181, காளியம்மன் கோயில் தெரு, கீழசூரியமூலை, திருவிடைமருதூர், தஞ்சாவூர். [792,536,1129,564]
ward-banner: காவனூர் ஊராட்சி [118,1535,378,1558]
member-entry [79,589,416,666]
ward-banner: கொண்டசமுத்திரம் ஊராட்சி [474,1617,734,1640]
member-entry [1148,1656,1486,1718]
